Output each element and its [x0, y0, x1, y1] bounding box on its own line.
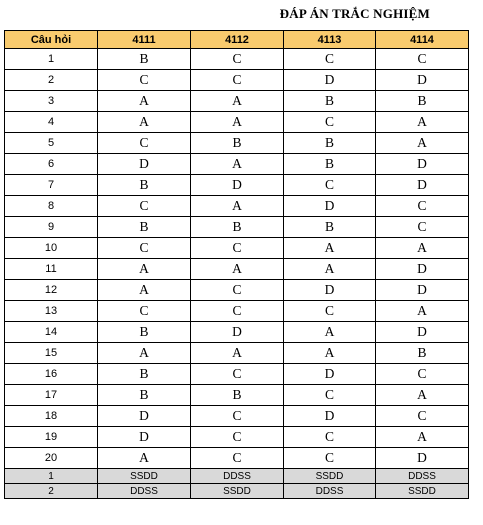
- answer-cell: C: [191, 238, 284, 259]
- tf-question-number-cell: 2: [5, 484, 98, 499]
- question-number-cell: 16: [5, 364, 98, 385]
- table-row: [5, 238, 469, 259]
- answer-cell: A: [376, 238, 469, 259]
- answer-cell: D: [284, 70, 376, 91]
- answer-cell: A: [98, 448, 191, 469]
- answer-cell: B: [98, 217, 191, 238]
- question-number-cell: 2: [5, 70, 98, 91]
- question-number-cell: 10: [5, 238, 98, 259]
- answer-cell: B: [284, 133, 376, 154]
- tf-question-number-cell: 1: [5, 469, 98, 484]
- answer-cell: A: [191, 91, 284, 112]
- answer-cell: C: [376, 406, 469, 427]
- answer-cell: B: [98, 322, 191, 343]
- answer-cell: A: [191, 343, 284, 364]
- table-row: [5, 49, 469, 70]
- page-title: ĐÁP ÁN TRẮC NGHIỆM: [279, 6, 430, 21]
- answer-cell: A: [98, 280, 191, 301]
- answer-cell: D: [191, 175, 284, 196]
- answer-cell: A: [98, 91, 191, 112]
- answer-cell: C: [98, 133, 191, 154]
- answer-cell: B: [98, 175, 191, 196]
- answer-cell: C: [98, 238, 191, 259]
- tf-answer-cell: SSDD: [98, 469, 191, 484]
- answer-cell: A: [376, 133, 469, 154]
- answer-cell: A: [191, 112, 284, 133]
- answer-cell: C: [376, 364, 469, 385]
- answer-cell: C: [376, 196, 469, 217]
- table-row: [5, 112, 469, 133]
- answer-cell: D: [284, 406, 376, 427]
- answer-cell: A: [376, 301, 469, 322]
- question-number-cell: 19: [5, 427, 98, 448]
- tf-answer-cell: DDSS: [98, 484, 191, 499]
- question-number-cell: 5: [5, 133, 98, 154]
- answer-cell: A: [376, 385, 469, 406]
- table-row: [5, 448, 469, 469]
- column-header-exam-code: 4113: [284, 31, 376, 49]
- answer-cell: B: [98, 49, 191, 70]
- header-row: [5, 31, 469, 49]
- table-row: [5, 364, 469, 385]
- column-header-exam-code: 4112: [191, 31, 284, 49]
- answer-cell: D: [98, 154, 191, 175]
- question-number-cell: 11: [5, 259, 98, 280]
- table-body: [5, 49, 469, 499]
- answer-cell: A: [191, 154, 284, 175]
- question-number-cell: 12: [5, 280, 98, 301]
- table-row: [5, 91, 469, 112]
- answer-cell: A: [191, 196, 284, 217]
- table-row: [5, 259, 469, 280]
- answer-cell: A: [98, 259, 191, 280]
- column-header-question: Câu hỏi: [5, 31, 98, 49]
- answer-cell: C: [284, 112, 376, 133]
- tf-answer-cell: DDSS: [376, 469, 469, 484]
- table-row: [5, 301, 469, 322]
- table-row: [5, 322, 469, 343]
- answer-cell: A: [376, 112, 469, 133]
- tf-answer-cell: DDSS: [191, 469, 284, 484]
- answer-cell: C: [191, 280, 284, 301]
- table-row: [5, 343, 469, 364]
- answer-cell: D: [376, 259, 469, 280]
- table-row: [5, 217, 469, 238]
- answer-cell: C: [191, 427, 284, 448]
- answer-cell: A: [98, 343, 191, 364]
- answer-cell: C: [191, 49, 284, 70]
- answer-cell: D: [284, 196, 376, 217]
- column-header-exam-code: 4111: [98, 31, 191, 49]
- table-row: [5, 427, 469, 448]
- answer-cell: C: [376, 49, 469, 70]
- answer-cell: D: [376, 154, 469, 175]
- tf-answer-cell: SSDD: [191, 484, 284, 499]
- question-number-cell: 17: [5, 385, 98, 406]
- answer-cell: A: [191, 259, 284, 280]
- question-number-cell: 14: [5, 322, 98, 343]
- answer-cell: D: [284, 280, 376, 301]
- table-row: [5, 280, 469, 301]
- table-row: [5, 70, 469, 91]
- table-row: [5, 154, 469, 175]
- table-row: [5, 406, 469, 427]
- answer-cell: A: [376, 427, 469, 448]
- answer-cell: B: [191, 385, 284, 406]
- answer-cell: B: [284, 217, 376, 238]
- answer-cell: B: [284, 154, 376, 175]
- question-number-cell: 15: [5, 343, 98, 364]
- answer-cell: B: [191, 217, 284, 238]
- column-header-exam-code: 4114: [376, 31, 469, 49]
- answer-cell: C: [98, 301, 191, 322]
- tf-answer-cell: DDSS: [284, 484, 376, 499]
- tf-answer-cell: SSDD: [284, 469, 376, 484]
- answer-key-table: [4, 30, 469, 499]
- answer-cell: C: [191, 301, 284, 322]
- answer-cell: B: [376, 91, 469, 112]
- answer-cell: A: [284, 322, 376, 343]
- table-row: [5, 175, 469, 196]
- table-row: [5, 196, 469, 217]
- answer-cell: B: [284, 91, 376, 112]
- answer-cell: D: [98, 427, 191, 448]
- answer-cell: C: [284, 301, 376, 322]
- answer-cell: B: [98, 385, 191, 406]
- answer-cell: C: [98, 70, 191, 91]
- answer-cell: D: [376, 70, 469, 91]
- answer-cell: D: [376, 175, 469, 196]
- question-number-cell: 13: [5, 301, 98, 322]
- answer-cell: C: [284, 49, 376, 70]
- answer-cell: D: [376, 448, 469, 469]
- question-number-cell: 7: [5, 175, 98, 196]
- answer-cell: C: [376, 217, 469, 238]
- answer-cell: C: [191, 448, 284, 469]
- answer-cell: C: [284, 448, 376, 469]
- answer-cell: C: [284, 427, 376, 448]
- question-number-cell: 4: [5, 112, 98, 133]
- answer-cell: A: [284, 343, 376, 364]
- question-number-cell: 6: [5, 154, 98, 175]
- answer-cell: A: [284, 238, 376, 259]
- table-row: [5, 385, 469, 406]
- answer-cell: D: [98, 406, 191, 427]
- question-number-cell: 8: [5, 196, 98, 217]
- table-row: [5, 133, 469, 154]
- answer-cell: A: [284, 259, 376, 280]
- answer-cell: C: [191, 406, 284, 427]
- answer-cell: B: [376, 343, 469, 364]
- tf-answer-cell: SSDD: [376, 484, 469, 499]
- answer-cell: C: [284, 175, 376, 196]
- answer-cell: D: [376, 280, 469, 301]
- answer-cell: D: [376, 322, 469, 343]
- answer-cell: B: [98, 364, 191, 385]
- question-number-cell: 9: [5, 217, 98, 238]
- answer-cell: A: [98, 112, 191, 133]
- answer-cell: D: [284, 364, 376, 385]
- answer-cell: C: [191, 364, 284, 385]
- question-number-cell: 18: [5, 406, 98, 427]
- answer-cell: D: [191, 322, 284, 343]
- question-number-cell: 20: [5, 448, 98, 469]
- question-number-cell: 3: [5, 91, 98, 112]
- answer-cell: C: [191, 70, 284, 91]
- answer-cell: C: [284, 385, 376, 406]
- true-false-row: [5, 484, 469, 499]
- answer-cell: B: [191, 133, 284, 154]
- answer-cell: C: [98, 196, 191, 217]
- true-false-row: [5, 469, 469, 484]
- table-header: [5, 31, 469, 49]
- question-number-cell: 1: [5, 49, 98, 70]
